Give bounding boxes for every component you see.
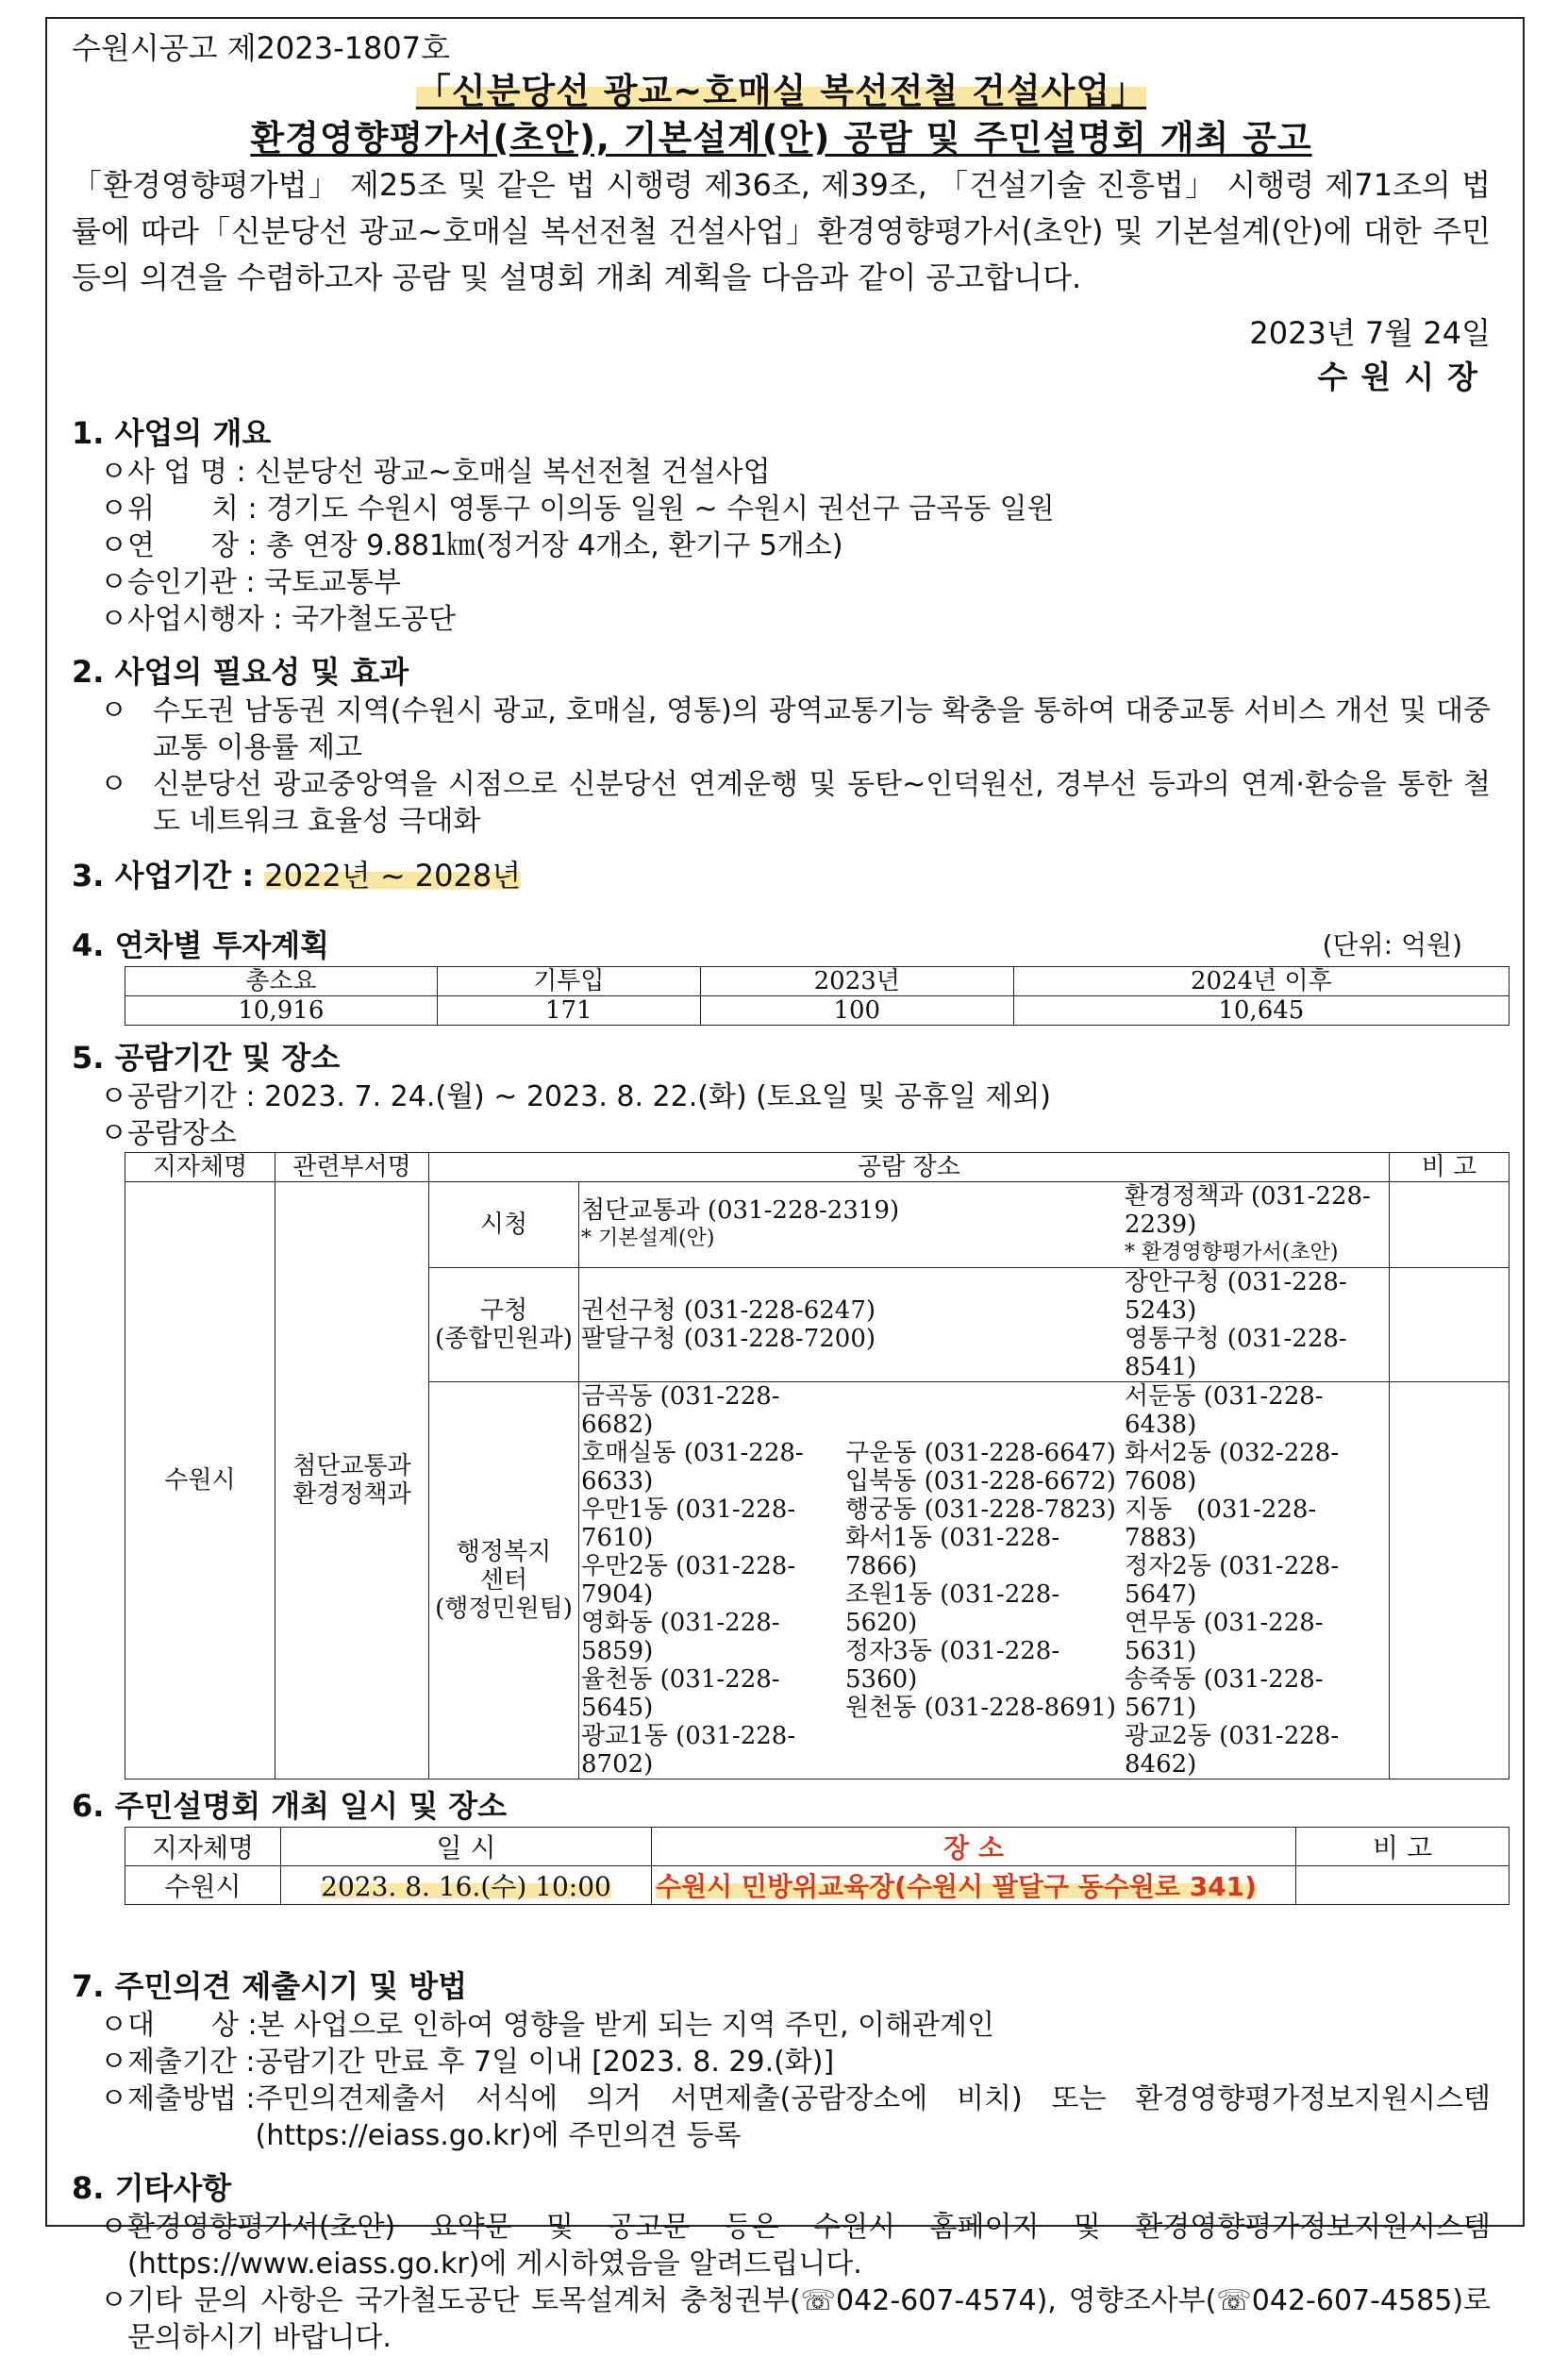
table-header: 공람 장소 — [429, 1153, 1390, 1182]
dong-col-3: 서둔동 (031-228-6438) 화서2동 (032-228-7608) 지동 (031-228-7883) 정자2동 (031-228-5647) 연무동 (031-228-5631) 송죽동 (031-228-5671) 광교2동 (031-228-8462) — [1123, 1382, 1390, 1780]
dept-cell: 첨단교통과 환경정책과 — [275, 1182, 429, 1780]
table-header: 일 시 — [281, 1828, 652, 1866]
table-header: 총소요 — [125, 967, 438, 996]
s7-item: ㅇ제출기간 : 공람기간 만료 후 7일 이내 [2023. 8. 29.(화)] — [100, 2046, 835, 2079]
table-header: 2024년 이후 — [1013, 967, 1509, 996]
table-header: 2023년 — [700, 967, 1013, 996]
briefing-location: 수원시 민방위교육장(수원시 팔달구 동수원로 341) — [652, 1866, 1296, 1905]
table-cell: 171 — [437, 996, 700, 1026]
section-7-heading: 7. 주민의견 제출시기 및 방법 — [72, 1968, 468, 2004]
s7-item: ㅇ대 상 : 본 사업으로 인하여 영향을 받게 되는 지역 주민, 이해관계인 — [100, 2009, 994, 2042]
s1-item: ㅇ위 치 : 경기도 수원시 영통구 이의동 일원 ~ 수원시 권선구 금곡동 일원 — [100, 493, 1055, 526]
gu-office-right: 장안구청 (031-228-5243) 영통구청 (031-228-8541) — [1123, 1268, 1390, 1382]
table-header: 관련부서명 — [275, 1153, 429, 1182]
inspection-places-table — [125, 1152, 1510, 1780]
table-cell: 수원시 — [125, 1866, 281, 1905]
table-cell — [1296, 1866, 1510, 1905]
briefing-datetime: 2023. 8. 16.(수) 10:00 — [281, 1866, 652, 1905]
gu-office-left: 권선구청 (031-228-6247) 팔달구청 (031-228-7200) — [579, 1268, 1124, 1382]
inspection-period: ㅇ공람기간 : 2023. 7. 24.(월) ~ 2023. 8. 22.(화) (토요일 및 공휴일 제외) — [100, 1080, 1052, 1113]
dong-center-label: 행정복지 센터 (행정민원팀) — [429, 1382, 579, 1780]
table-header: 비 고 — [1390, 1153, 1510, 1182]
table-header: 지자체명 — [125, 1828, 281, 1866]
table-cell: 10,645 — [1013, 996, 1509, 1026]
table-header: 기투입 — [437, 967, 700, 996]
dong-col-1: 금곡동 (031-228-6682) 호매실동 (031-228-6633) 우만1동 (031-228-7610) 우만2동 (031-228-7904) 영화동 (031-228-5859) 율천동 (031-228-5645) 광교1동 (031-228-8702) — [579, 1382, 844, 1780]
notice-document — [45, 17, 1525, 2354]
title-line-1: 「신분당선 광교~호매실 복선전철 건설사업」 — [415, 71, 1147, 111]
investment-table — [125, 966, 1510, 1026]
dong-col-2: 구운동 (031-228-6647) 입북동 (031-228-6672) 행궁동 (031-228-7823) 화서1동 (031-228-7866) 조원1동 (031-228-5620) 정자3동 (031-228-5360) 원천동 (031-228-8691) — [843, 1382, 1123, 1780]
city-hall-right: 환경정책과 (031-228-2239) * 환경영향평가서(초안) — [1123, 1182, 1390, 1268]
unit-label: (단위: 억원) — [1322, 929, 1462, 961]
table-header-row — [125, 967, 1510, 996]
s2-item: ㅇ 신분당선 광교중앙역을 시점으로 신분당선 연계운행 및 동탄~인덕원선, 경부선 등과의 연계·환승을 통한 철도 네트워크 효율성 극대화 — [100, 768, 1491, 838]
section-1-heading: 1. 사업의 개요 — [72, 415, 272, 451]
briefing-table — [125, 1827, 1510, 1905]
s7-item: ㅇ제출방법 : 주민의견제출서 서식에 의거 서면제출(공람장소에 비치) 또는 환경영향평가정보지원시스템 (https://eiass.go.kr)에 주민의견 등록 — [100, 2082, 1491, 2152]
section-8-heading: 8. 기타사항 — [72, 2170, 232, 2206]
table-header: 장 소 — [652, 1828, 1296, 1866]
table-header: 비 고 — [1296, 1828, 1510, 1866]
note-cell — [1390, 1382, 1510, 1780]
notice-date: 2023년 7월 24일 — [1249, 315, 1491, 351]
s8-item: ㅇ 환경영향평가서(초안) 요약문 및 공고문 등은 수원시 홈페이지 및 환경영향평가정보지원시스템 (https://www.eiass.go.kr)에 게시하였음을 알려드립니다. — [100, 2211, 1491, 2281]
table-header: 지자체명 — [125, 1153, 275, 1182]
s1-item: ㅇ사 업 명 : 신분당선 광교~호매실 복선전철 건설사업 — [100, 456, 771, 489]
s1-item: ㅇ사업시행자 : 국가철도공단 — [100, 603, 456, 636]
inspection-place-label: ㅇ공람장소 — [100, 1117, 237, 1150]
s8-item: ㅇ 기타 문의 사항은 국가철도공단 토목설계처 충청권부(☏042-607-4574), 영향조사부(☏042-607-4585)로 문의하시기 바랍니다. — [100, 2284, 1491, 2354]
table-row — [125, 996, 1510, 1026]
section-6-heading: 6. 주민설명회 개최 일시 및 장소 — [72, 1788, 508, 1824]
table-cell: 100 — [700, 996, 1013, 1026]
s1-item: ㅇ연 장 : 총 연장 9.881㎞(정거장 4개소, 환기구 5개소) — [100, 529, 843, 562]
table-cell: 10,916 — [125, 996, 438, 1026]
title-line-2: 환경영향평가서(초안), 기본설계(안) 공람 및 주민설명회 개최 공고 — [250, 118, 1312, 159]
gu-office-label: 구청 (종합민원과) — [429, 1268, 579, 1382]
s2-item: ㅇ 수도권 남동권 지역(수원시 광교, 호매실, 영통)의 광역교통기능 확충을 통하여 대중교통 서비스 개선 및 대중교통 이용률 제고 — [100, 694, 1491, 764]
intro-paragraph: 「환경영향평가법」 제25조 및 같은 법 시행령 제36조, 제39조, 「건설기술 진흥법」 시행령 제71조의 법률에 따라「신분당선 광교~호매실 복선전철 건설사업」환경영향평가서(초안) 및 기본설계(안)에 대한 주민 등의 의견을 수렴하고자 공람 및 설명회 개최 계획을 다음과 같이 공고합니다. — [72, 167, 1491, 295]
note-cell — [1390, 1268, 1510, 1382]
section-3-heading: 3. 사업기간 : 2022년 ~ 2028년 — [72, 858, 522, 894]
s1-item: ㅇ승인기관 : 국토교통부 — [100, 566, 401, 599]
region-cell: 수원시 — [125, 1182, 275, 1780]
notice-number: 수원시공고 제2023-1807호 — [72, 30, 450, 66]
section-5-heading: 5. 공람기간 및 장소 — [72, 1040, 341, 1076]
project-period: 2022년 ~ 2028년 — [264, 858, 522, 894]
section-4-heading: 4. 연차별 투자계획 (단위: 억원) — [72, 925, 1491, 966]
city-hall-left: 첨단교통과 (031-228-2319) * 기본설계(안) — [579, 1182, 1124, 1268]
note-cell — [1390, 1182, 1510, 1268]
section-2-heading: 2. 사업의 필요성 및 효과 — [72, 654, 409, 690]
city-hall-label: 시청 — [429, 1182, 579, 1268]
issuer: 수원시장 — [1317, 359, 1491, 395]
